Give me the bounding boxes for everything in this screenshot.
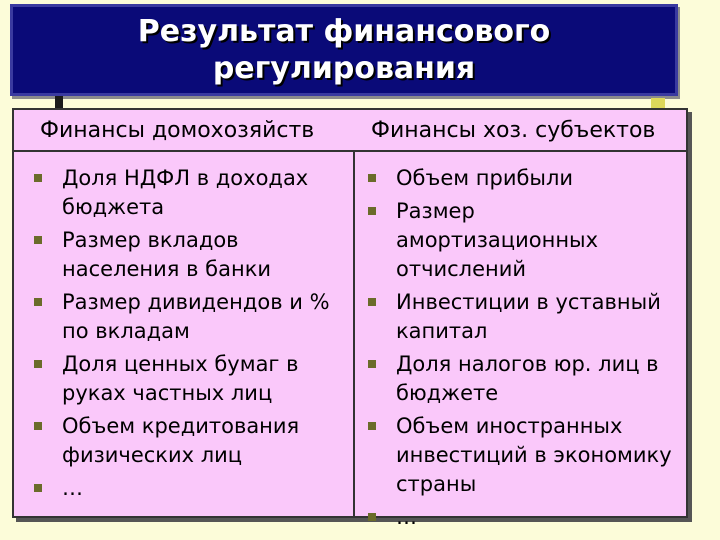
list-item-text: Доля НДФЛ в доходах бюджета (62, 166, 309, 219)
list-item (368, 350, 680, 408)
slide-title: Результат финансового регулирования (137, 14, 551, 86)
list-item (34, 288, 334, 346)
list-item-text: Доля ценных бумаг в руках частных лиц (62, 352, 299, 405)
list-item-text: Размер амортизационных отчислений (396, 199, 599, 281)
square-bullet-icon (368, 422, 376, 430)
square-bullet-icon (368, 513, 376, 521)
list-item (34, 350, 334, 408)
list-item (368, 412, 680, 499)
table-header-row (14, 110, 686, 152)
square-bullet-icon (34, 298, 42, 306)
list-item (368, 288, 680, 346)
square-bullet-icon (34, 484, 42, 492)
title-banner (10, 4, 678, 96)
list-item-text: Объем прибыли (396, 166, 574, 190)
square-bullet-icon (34, 174, 42, 182)
list-item (368, 197, 680, 284)
list-item-text: … (396, 505, 417, 529)
square-bullet-icon (34, 422, 42, 430)
households-list (34, 164, 334, 507)
list-item-text: Размер дивидендов и % по вкладам (62, 290, 330, 343)
square-bullet-icon (368, 207, 376, 215)
list-item (368, 164, 680, 193)
square-bullet-icon (368, 174, 376, 182)
header-households: Финансы домохозяйств (40, 118, 315, 143)
list-item-text: Объем кредитования физических лиц (62, 414, 300, 467)
business-entities-list (368, 164, 680, 536)
list-item (34, 474, 334, 503)
square-bullet-icon (34, 236, 42, 244)
list-item-text: … (62, 476, 83, 500)
header-business-entities: Финансы хоз. субъектов (371, 118, 656, 143)
list-item-text: Доля налогов юр. лиц в бюджете (396, 352, 659, 405)
list-item-text: Размер вкладов населения в банки (62, 228, 272, 281)
square-bullet-icon (368, 360, 376, 368)
list-item-text: Объем иностранных инвестиций в экономику страны (396, 414, 672, 496)
list-item (34, 164, 334, 222)
list-item (34, 226, 334, 284)
list-item (368, 503, 680, 532)
square-bullet-icon (368, 298, 376, 306)
column-divider (353, 150, 355, 516)
list-item-text: Инвестиции в уставный капитал (396, 290, 661, 343)
square-bullet-icon (34, 360, 42, 368)
list-item (34, 412, 334, 470)
comparison-table (12, 108, 688, 529)
